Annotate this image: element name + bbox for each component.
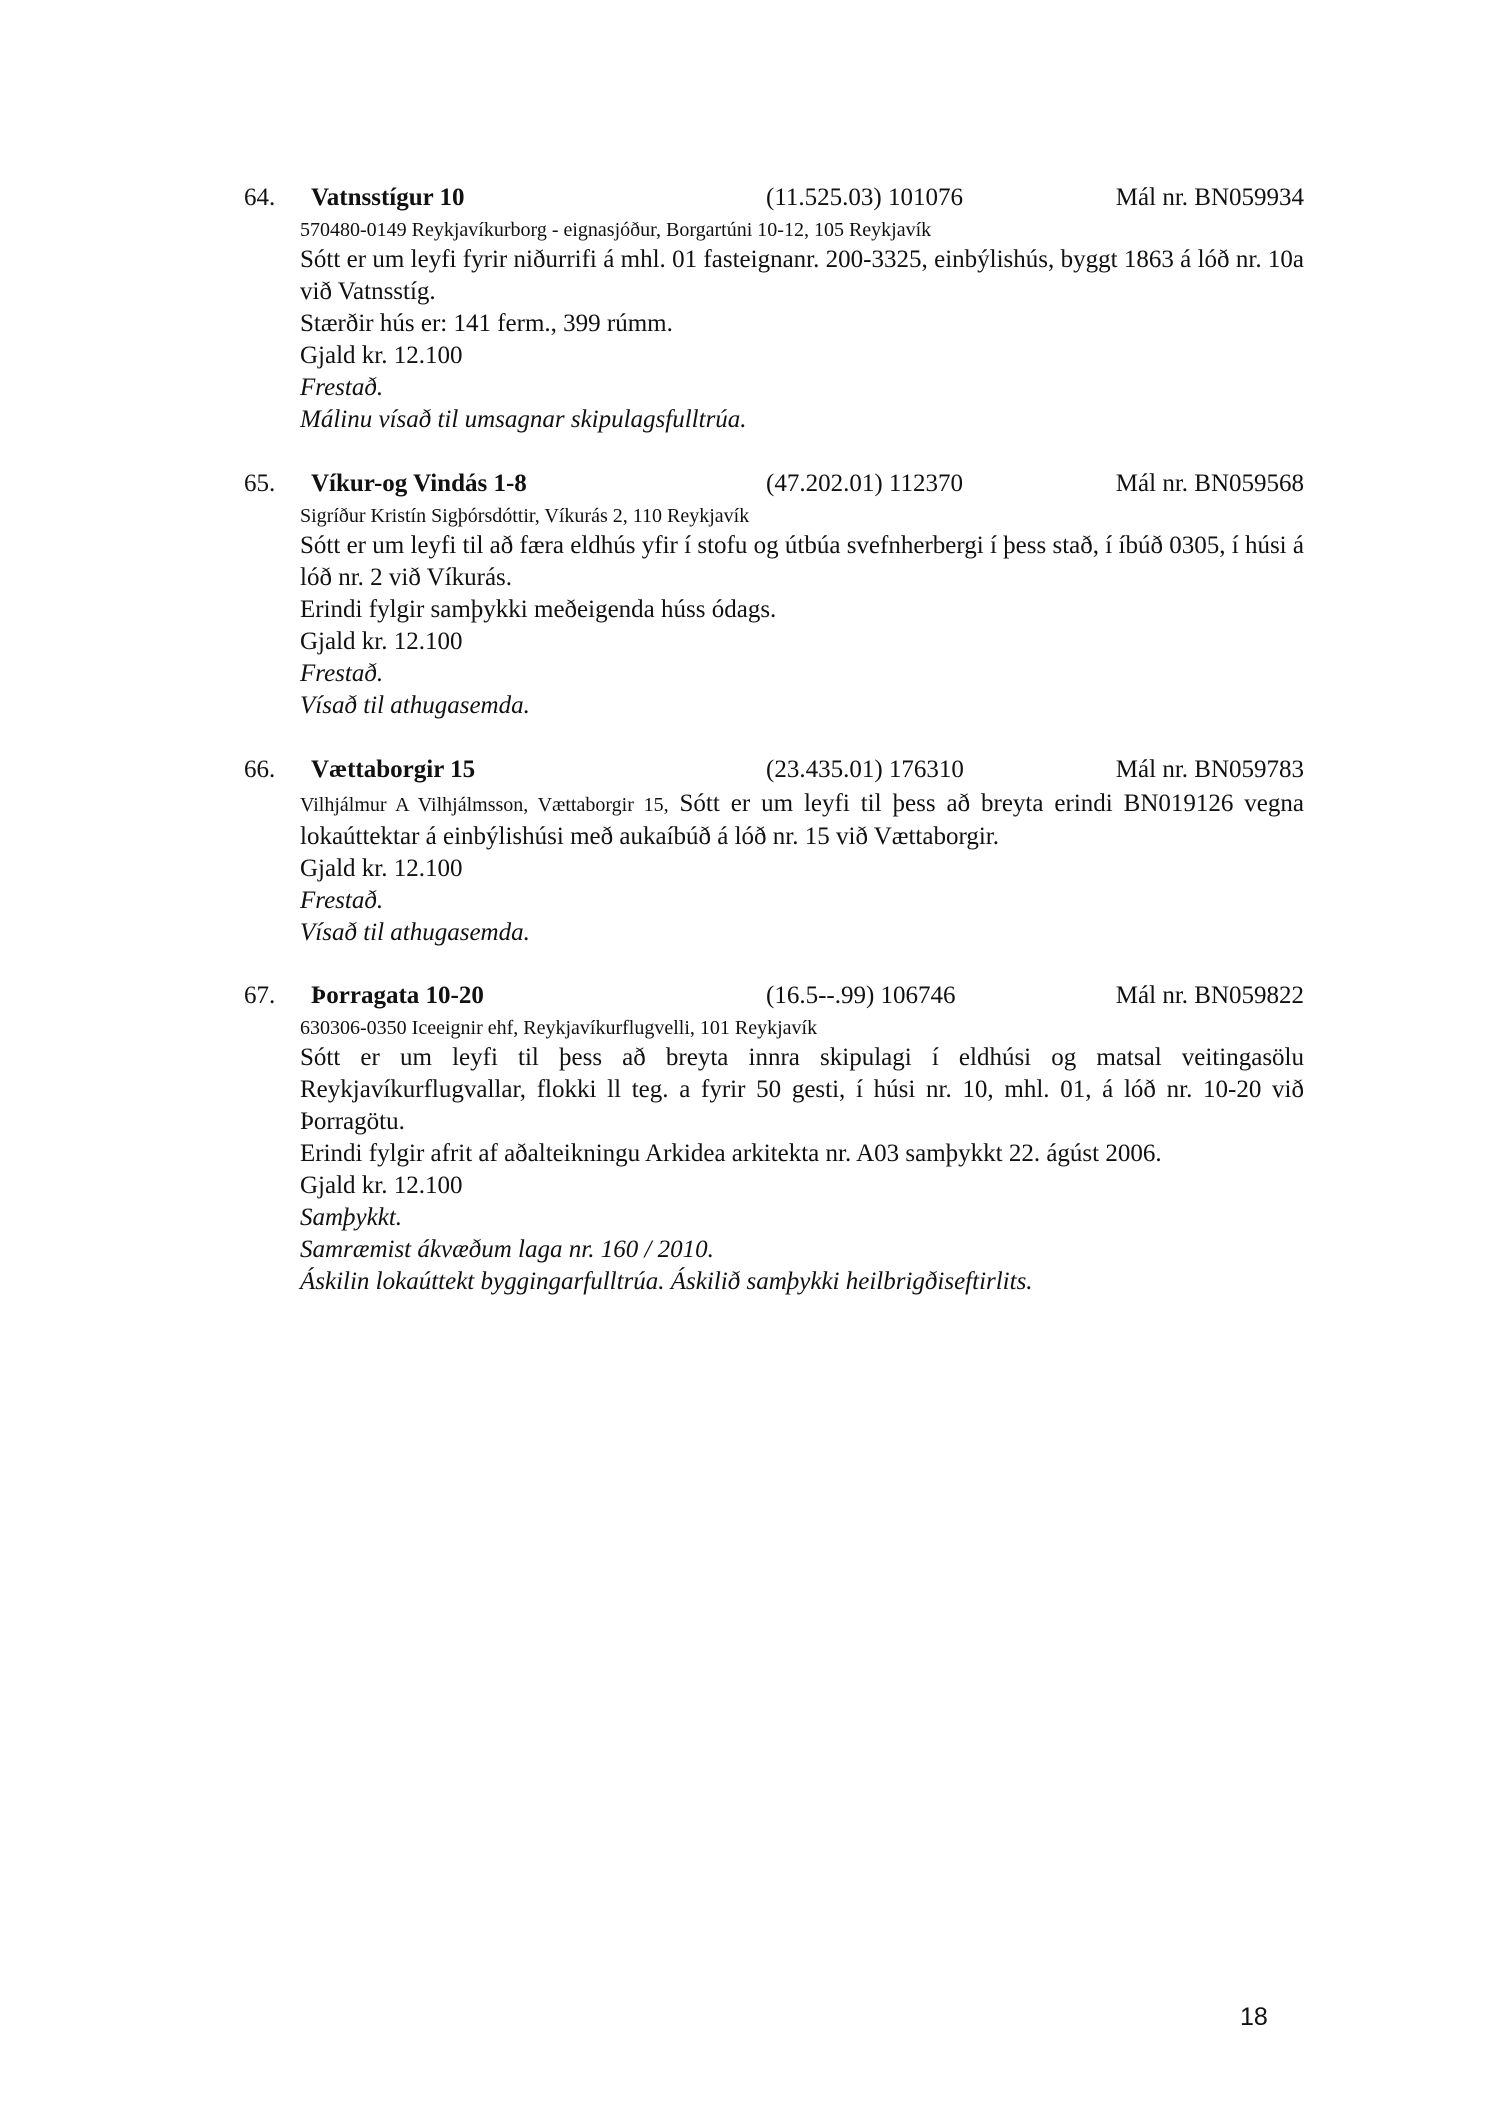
entry-decision: Samþykkt.	[300, 1204, 403, 1231]
entry-case-number: Mál nr. BN059783	[1115, 756, 1304, 783]
entry-body	[300, 502, 1304, 722]
entry-applicant: 630306-0350 Iceeignir ehf, Reykjavíkurflugvelli, 101 Reykjavík	[300, 1017, 818, 1039]
entry-attachment-note: Erindi fylgir samþykki meðeigenda húss ódags.	[300, 596, 777, 623]
entry-description: Sótt er um leyfi fyrir niðurrifi á mhl. 01 fasteignanr. 200-3325, einbýlishús, byggt 1863 á lóð nr. 10a við Vatnsstíg.	[300, 246, 1304, 305]
page-number: 18	[1240, 2003, 1268, 2031]
entry-fee: Gjald kr. 12.100	[300, 342, 463, 369]
entry-header	[244, 466, 1304, 502]
entry-body	[300, 216, 1304, 436]
entry-decision: Frestað.	[300, 374, 384, 401]
entry-fee: Gjald kr. 12.100	[300, 628, 463, 655]
case-entry-65	[244, 466, 1304, 722]
entry-number: 65.	[244, 470, 276, 497]
case-entry-64	[244, 180, 1304, 436]
entry-size-info: Stærðir hús er: 141 ferm., 399 rúmm.	[300, 310, 673, 337]
entry-address: Þorragata 10-20	[311, 982, 484, 1009]
entry-body	[300, 1014, 1304, 1298]
entry-number: 66.	[244, 756, 276, 783]
entry-fee: Gjald kr. 12.100	[300, 1172, 463, 1199]
entry-applicant: 570480-0149 Reykjavíkurborg - eignasjóður, Borgartúni 10-12, 105 Reykjavík	[300, 219, 932, 241]
entry-attachment-note: Erindi fylgir afrit af aðalteikningu Arkidea arkitekta nr. A03 samþykkt 22. ágúst 2006.	[300, 1140, 1162, 1167]
entry-number: 67.	[244, 982, 276, 1009]
entry-fee: Gjald kr. 12.100	[300, 855, 463, 882]
case-entry-66	[244, 752, 1304, 949]
entry-decision-note: Vísað til athugasemda.	[300, 919, 530, 946]
entry-header	[244, 752, 1304, 788]
entry-address: Vættaborgir 15	[311, 756, 476, 783]
entry-decision-note: Málinu vísað til umsagnar skipulagsfulltrúa.	[300, 406, 747, 433]
entry-decision: Frestað.	[300, 887, 384, 914]
entry-description	[300, 788, 1304, 853]
entry-decision-note: Vísað til athugasemda.	[300, 692, 530, 719]
entry-land-number: (16.5--.99) 106746	[766, 982, 956, 1009]
entry-applicant: Sigríður Kristín Sigþórsdóttir, Víkurás 2, 110 Reykjavík	[300, 505, 750, 527]
entry-condition-note: Áskilin lokaúttekt byggingarfulltrúa. Áskilið samþykki heilbrigðiseftirlits.	[300, 1268, 1033, 1295]
entry-case-number: Mál nr. BN059934	[1115, 184, 1304, 211]
entry-description-text: Sótt er um leyfi til þess að breyta erindi BN019126 vegna lokaúttektar á einbýlishúsi með aukaíbúð á lóð nr. 15 við Vættaborgir.	[300, 790, 1304, 850]
entry-land-number: (11.525.03) 101076	[766, 184, 963, 211]
entry-decision-note: Samræmist ákvæðum laga nr. 160 / 2010.	[300, 1236, 714, 1263]
entry-description: Sótt er um leyfi til að færa eldhús yfir í stofu og útbúa svefnherbergi í þess stað, í íbúð 0305, í húsi á lóð nr. 2 við Víkurás.	[300, 532, 1304, 591]
case-entry-67	[244, 978, 1304, 1298]
entry-header	[244, 180, 1304, 216]
entry-body	[300, 788, 1304, 949]
entry-address: Vatnsstígur 10	[311, 184, 465, 211]
entry-applicant: Vilhjálmur A Vilhjálmsson, Vættaborgir 15,	[300, 794, 669, 816]
entry-case-number: Mál nr. BN059822	[1115, 982, 1304, 1009]
entry-address: Víkur-og Vindás 1-8	[311, 470, 527, 497]
entry-header	[244, 978, 1304, 1014]
entry-land-number: (23.435.01) 176310	[766, 756, 964, 783]
entry-number: 64.	[244, 184, 276, 211]
entry-land-number: (47.202.01) 112370	[766, 470, 963, 497]
entry-description: Sótt er um leyfi til þess að breyta innra skipulagi í eldhúsi og matsal veitingasölu Reykjavíkurflugvallar, flokki ll teg. a fyrir 50 gesti, í húsi nr. 10, mhl. 01, á lóð nr. 10-20 við Þorragötu.	[300, 1044, 1304, 1135]
entry-decision: Frestað.	[300, 660, 384, 687]
entry-case-number: Mál nr. BN059568	[1115, 470, 1304, 497]
